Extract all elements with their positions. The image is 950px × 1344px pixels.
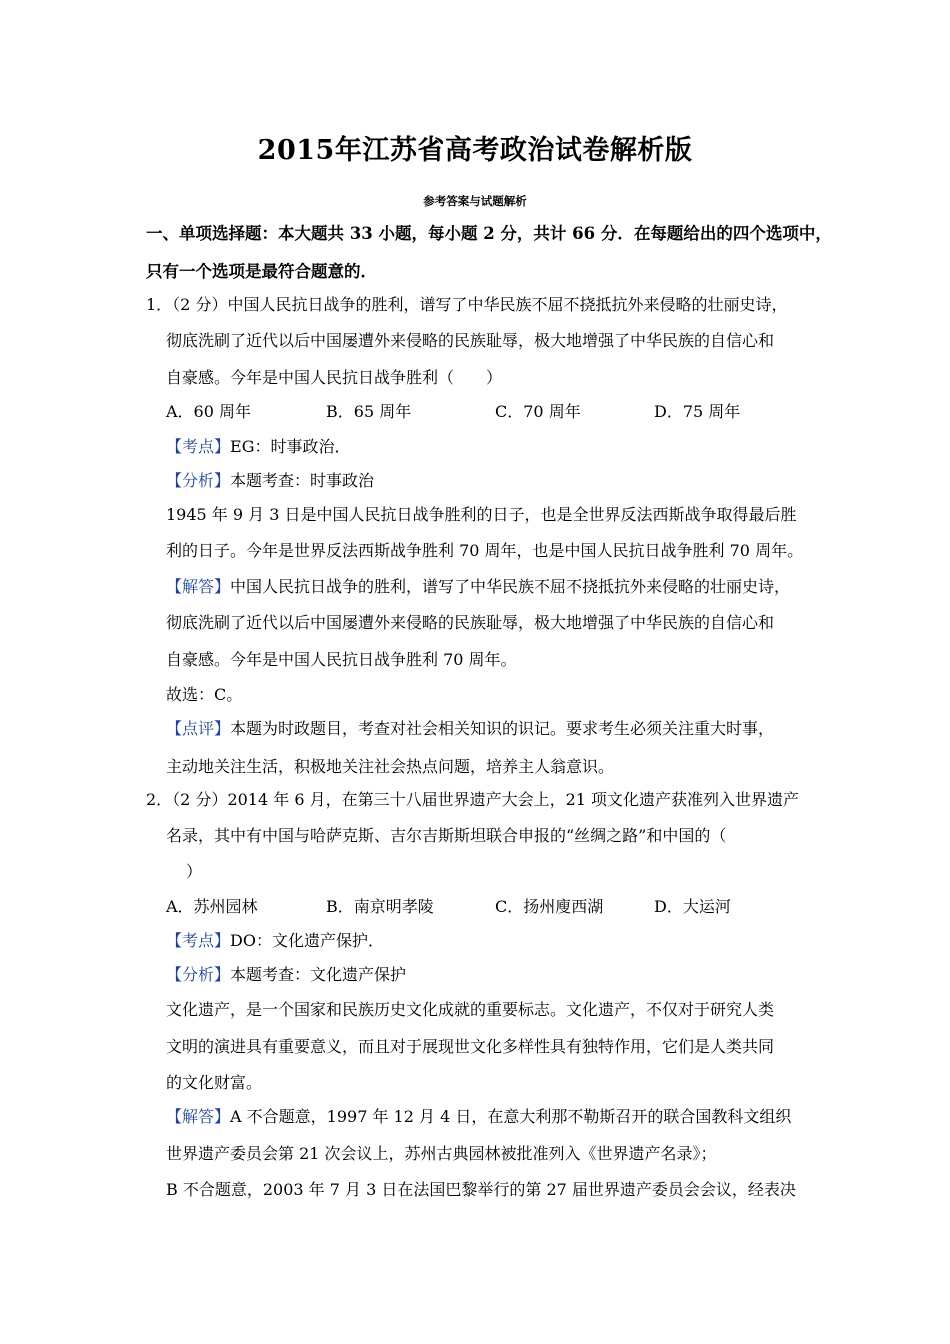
section-heading-line-1: 一、单项选择题：本大题共 33 小题，每小题 2 分，共计 66 分．在每题给出的四个选项中，: [146, 224, 832, 243]
q2-option-b: B．南京明孝陵: [326, 897, 434, 916]
q1-stem-line-1: 1．（2 分）中国人民抗日战争的胜利，谱写了中华民族不屈不挠抵抗外来侵略的壮丽史诗，: [146, 295, 788, 314]
q1-jieda: [166, 577, 790, 597]
q1-option-c: C．70 周年: [495, 402, 581, 421]
q2-option-d: D．大运河: [654, 897, 731, 916]
document-title: 2015年江苏省高考政治试卷解析版: [257, 135, 693, 166]
q2-fenxi-line-2: 文明的演进具有重要意义，而且对于展现世文化多样性具有独特作用，它们是人类共同: [166, 1037, 775, 1056]
q2-option-c: C．扬州廋西湖: [495, 897, 604, 916]
q1-stem-line-3: 自豪感。今年是中国人民抗日战争胜利（ ）: [166, 368, 503, 387]
q2-jieda: [166, 1107, 791, 1127]
q2-fenxi-line-3: 的文化财富。: [166, 1073, 263, 1092]
q1-fenxi-line-2: 利的日子。今年是世界反法西斯战争胜利 70 周年，也是中国人民抗日战争胜利 70 周年。: [166, 541, 804, 560]
q1-fenxi: [166, 471, 374, 491]
fenxi-tag: 【分析】: [166, 965, 231, 984]
q1-option-a: A．60 周年: [166, 402, 252, 421]
q2-jieda-line-2: 世界遗产委员会第 21 次会议上，苏州古典园林被批准列入《世界遗产名录》；: [166, 1144, 717, 1163]
q2-fenxi-line-1: 文化遗产，是一个国家和民族历史文化成就的重要标志。文化遗产，不仅对于研究人类: [166, 1000, 775, 1019]
dianping-tag: 【点评】: [166, 719, 231, 738]
q1-option-b: B．65 周年: [326, 402, 412, 421]
fenxi-text: 本题考查：文化遗产保护: [230, 965, 407, 984]
fenxi-tag: 【分析】: [166, 471, 231, 490]
q2-jieda-line-3: B 不合题意，2003 年 7 月 3 日在法国巴黎举行的第 27 届世界遗产委员会会议，经表决: [166, 1180, 796, 1199]
q1-answer: 故选：C。: [166, 685, 243, 704]
jieda-tag: 【解答】: [166, 1107, 231, 1126]
kaodian-tag: 【考点】: [166, 437, 231, 456]
q2-kaodian: [166, 931, 384, 951]
kaodian-text: DO：文化遗产保护．: [230, 931, 384, 950]
dianping-text: 本题为时政题目，考查对社会相关知识的识记。要求考生必须关注重大时事，: [230, 719, 775, 738]
jieda-text: A 不合题意，1997 年 12 月 4 日，在意大利那不勒斯召开的联合国教科文组织: [230, 1107, 792, 1126]
q1-option-d: D．75 周年: [654, 402, 741, 421]
q2-stem-line-1: 2．（2 分）2014 年 6 月，在第三十八届世界遗产大会上，21 项文化遗产获准列入世界遗产: [146, 790, 800, 809]
fenxi-text: 本题考查：时事政治: [230, 471, 375, 490]
q1-stem-line-2: 彻底洗刷了近代以后中国屡遭外来侵略的民族耻辱，极大地增强了中华民族的自信心和: [166, 331, 775, 350]
q1-kaodian: [166, 437, 350, 457]
q1-jieda-line-3: 自豪感。今年是中国人民抗日战争胜利 70 周年。: [166, 650, 517, 669]
q2-option-a: A．苏州园林: [166, 897, 258, 916]
document-subtitle: 参考答案与试题解析: [423, 194, 527, 208]
section-heading-line-2: 只有一个选项是最符合题意的．: [146, 262, 377, 281]
jieda-text: 中国人民抗日战争的胜利，谱写了中华民族不屈不挠抵抗外来侵略的壮丽史诗，: [230, 577, 791, 596]
q1-jieda-line-2: 彻底洗刷了近代以后中国屡遭外来侵略的民族耻辱，极大地增强了中华民族的自信心和: [166, 613, 775, 632]
q1-dianping-line-2: 主动地关注生活，积极地关注社会热点问题，培养主人翁意识。: [166, 757, 615, 776]
q1-fenxi-line-1: 1945 年 9 月 3 日是中国人民抗日战争胜利的日子，也是全世界反法西斯战争取得最后胜: [166, 505, 797, 524]
kaodian-tag: 【考点】: [166, 931, 231, 950]
jieda-tag: 【解答】: [166, 577, 231, 596]
q1-dianping: [166, 719, 774, 739]
q2-stem-line-3: ）: [186, 862, 203, 881]
q2-fenxi: [166, 965, 406, 985]
q2-stem-line-2: 名录，其中有中国与哈萨克斯、吉尔吉斯斯坦联合申报的“丝绸之路”和中国的（: [166, 826, 727, 845]
kaodian-text: EG：时事政治．: [230, 437, 351, 456]
